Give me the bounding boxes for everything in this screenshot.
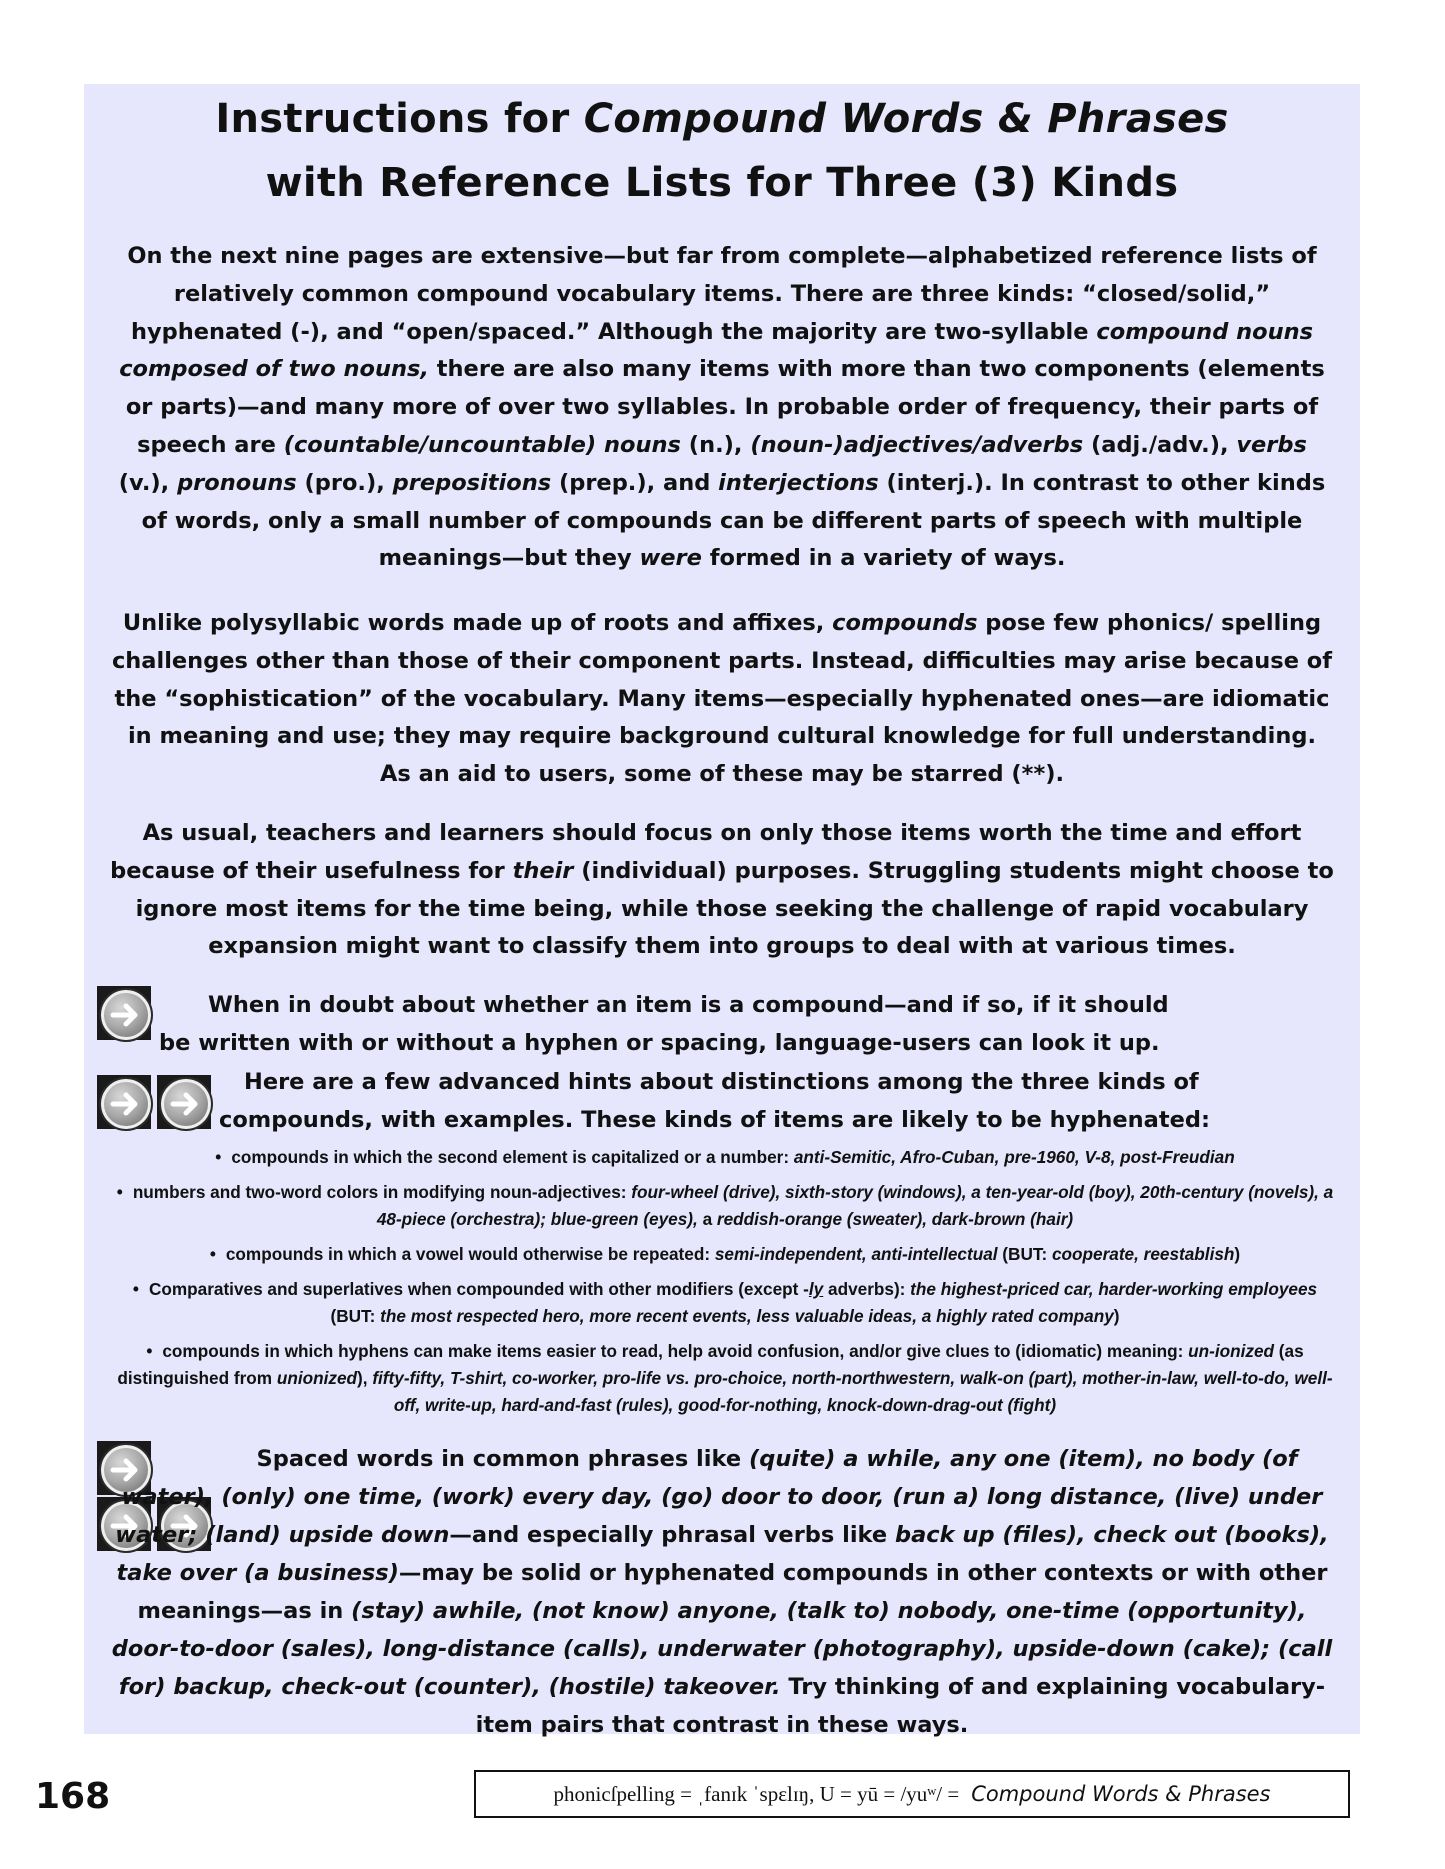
- right-arrow-circle-icon: [99, 988, 153, 1042]
- list-item: • numbers and two-word colors in modifying noun-adjectives: four-wheel (drive), sixth-story (windows), a ten-year-old (boy), 20th-century (novels), a 48-piece (orchestra); blue-green (eyes), a reddish-orange (sweater), dark-brown (hair): [116, 1182, 1334, 1229]
- page-title-line1: Instructions for Compound Words & Phrases: [215, 96, 1229, 142]
- right-arrow-circle-icon: [159, 1077, 213, 1131]
- hyphenation-bullet-list: [115, 1144, 1335, 1427]
- hint1-line1: When in doubt about whether an item is a compound—and if so, if it should: [208, 992, 1169, 1018]
- hint2-line2: compounds, with examples. These kinds of items are likely to be hyphenated:: [219, 1107, 1210, 1133]
- spaced-words-paragraph: Spaced words in common phrases like (quite) a while, any one (item), no body (of water), (only) one time, (work) every day, (go) door to door, (run a) long distance, (live) under water; (land) upside down—and especially phrasal verbs like back up (files), check out (books), take over (a business)—may be solid or hyphenated compounds in other contexts or with other meanings—as in (stay) awhile, (not know) anyone, (talk to) nobody, one-time (opportunity), door-to-door (sales), long-distance (calls), underwater (photography), upside-down (cake); (call for) backup, check-out (counter), (hostile) takeover. Try thinking of and explaining vocabulary-item pairs that contrast in these ways.: [111, 1446, 1333, 1738]
- right-arrow-circle-icon: [99, 1077, 153, 1131]
- section-name: Compound Words & Phrases: [971, 1782, 1271, 1806]
- list-item: • compounds in which the second element is capitalized or a number: anti-Semitic, Afro-Cuban, pre-1960, V-8, post-Freudian: [215, 1147, 1235, 1167]
- list-item: • compounds in which a vowel would otherwise be repeated: semi-independent, anti-intellectual (BUT: cooperate, reestablish): [209, 1244, 1241, 1264]
- hint1-line2: be written with or without a hyphen or spacing, language-users can look it up.: [159, 1030, 1160, 1056]
- page-number: 168: [35, 1776, 111, 1817]
- footer-banner: [474, 1770, 1350, 1818]
- list-item: • Comparatives and superlatives when compounded with other modifiers (except -ly adverbs): the highest-priced car, harder-working employees (BUT: the most respected hero, more recent events, less valuable ideas, a highly rated company): [132, 1279, 1318, 1326]
- phonic-spelling-label: phonicſpelling = ˌfanɪk ˈspɛlɪŋ, U = yū = /yuʷ/ =: [553, 1781, 960, 1806]
- page-title-line2: with Reference Lists for Three (3) Kinds: [265, 160, 1179, 206]
- usage-paragraph: As usual, teachers and learners should focus on only those items worth the time and effort because of their usefulness for their (individual) purposes. Struggling students might choose to ignore most items for the time being, while those seeking the challenge of rapid vocabulary expansion might want to classify them into groups to deal with at various times.: [110, 820, 1334, 960]
- hint2-line1: Here are a few advanced hints about distinctions among the three kinds of: [244, 1069, 1199, 1095]
- list-item: • compounds in which hyphens can make items easier to read, help avoid confusion, and/or give clues to (idiomatic) meaning: un-ionized (as distinguished from unionized), fifty-fifty, T-shirt, co-worker, pro-life vs. pro-choice, north-northwestern, walk-on (part), mother-in-law, well-to-do, well-off, write-up, hard-and-fast (rules), good-for-nothing, knock-down-drag-out (fight): [117, 1341, 1333, 1415]
- intro-paragraph: On the next nine pages are extensive—but far from complete—alphabetized reference lists of relatively common compound vocabulary items. There are three kinds: “closed/solid,” hyphenated (-), and “open/spaced.” Although the majority are two-syllable compound nouns composed of two nouns, there are also many items with more than two components (elements or parts)—and many more of over two syllables. In probable order of frequency, their parts of speech are (countable/uncountable) nouns (n.), (noun-)adjectives/adverbs (adj./adv.), verbs (v.), pronouns (pro.), prepositions (prep.), and interjections (interj.). In contrast to other kinds of words, only a small number of compounds can be different parts of speech with multiple meanings—but they were formed in a variety of ways.: [118, 243, 1326, 572]
- difficulty-paragraph: Unlike polysyllabic words made up of roots and affixes, compounds pose few phonics/ spelling challenges other than those of their component parts. Instead, difficulties may arise because of the “sophistication” of the vocabulary. Many items—especially hyphenated ones—are idiomatic in meaning and use; they may require background cultural knowledge for full understanding. As an aid to users, some of these may be starred (**).: [111, 610, 1333, 788]
